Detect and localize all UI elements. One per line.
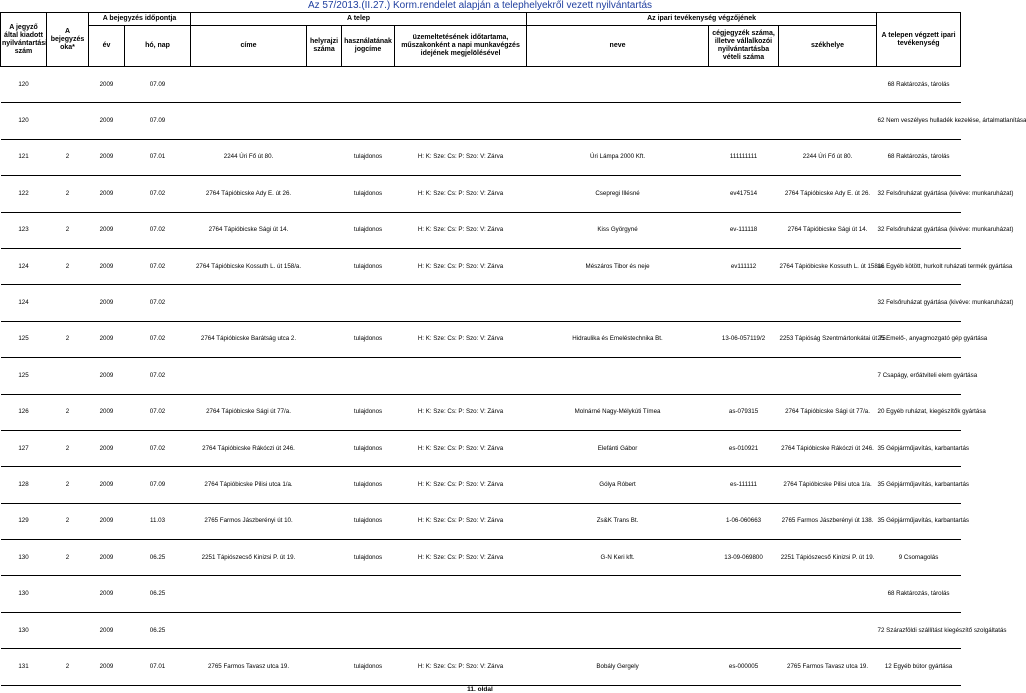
cell-lot xyxy=(307,612,342,648)
cell-name: G-N Keri kft. xyxy=(527,540,709,576)
cell-seat: 2764 Tápióbicske Ady E. út 26. xyxy=(779,176,877,212)
cell-reason xyxy=(47,612,89,648)
cell-reg-no: 125 xyxy=(1,321,47,357)
cell-reg-no: 126 xyxy=(1,394,47,430)
header-group-operator: Az ipari tevékenység végzőjének xyxy=(527,13,877,26)
cell-month-day: 07.02 xyxy=(125,394,191,430)
cell-hours: H: K: Sze: Cs: P: Szo: V: Zárva xyxy=(395,503,527,539)
cell-year: 2009 xyxy=(89,248,125,284)
cell-address: 2251 Tápiószecső Kinizsi P. út 19. xyxy=(191,540,307,576)
cell-address xyxy=(191,576,307,612)
cell-address xyxy=(191,67,307,103)
cell-activity: 62 Nem veszélyes hulladék kezelése, ártalmatlanítása xyxy=(877,103,961,139)
cell-year: 2009 xyxy=(89,358,125,394)
cell-reg-no: 120 xyxy=(1,67,47,103)
table-row xyxy=(1,103,961,139)
cell-reg-no: 121 xyxy=(1,139,47,175)
cell-lot xyxy=(307,139,342,175)
cell-address xyxy=(191,103,307,139)
cell-activity: 72 Szárazföldi szállítást kiegészítő szolgáltatás xyxy=(877,612,961,648)
cell-address xyxy=(191,358,307,394)
cell-activity: 32 Felsőruházat gyártása (kivéve: munkaruházat) xyxy=(877,285,961,321)
cell-address: 2244 Úri Fő út 80. xyxy=(191,139,307,175)
cell-reason: 2 xyxy=(47,649,89,685)
cell-name: Bobály Gergely xyxy=(527,649,709,685)
cell-name: Elefánti Gábor xyxy=(527,430,709,466)
cell-seat: 2765 Farmos Tavasz utca 19. xyxy=(779,649,877,685)
cell-activity: 32 Felsőruházat gyártása (kivéve: munkaruházat) xyxy=(877,212,961,248)
table-row xyxy=(1,248,961,284)
cell-company-id: es-010921 xyxy=(709,430,779,466)
cell-lot xyxy=(307,176,342,212)
cell-reg-no: 128 xyxy=(1,467,47,503)
cell-activity: 68 Raktározás, tárolás xyxy=(877,139,961,175)
cell-address: 2764 Tápióbicske Ady E. út 26. xyxy=(191,176,307,212)
cell-activity: 32 Felsőruházat gyártása (kivéve: munkaruházat) xyxy=(877,176,961,212)
table-row xyxy=(1,139,961,175)
cell-reason xyxy=(47,285,89,321)
cell-company-id xyxy=(709,285,779,321)
cell-name: Gólya Róbert xyxy=(527,467,709,503)
cell-reason: 2 xyxy=(47,467,89,503)
cell-month-day: 06.25 xyxy=(125,540,191,576)
cell-reg-no: 130 xyxy=(1,612,47,648)
cell-address: 2764 Tápióbicske Barátság utca 2. xyxy=(191,321,307,357)
cell-name: Hidraulika és Emeléstechnika Bt. xyxy=(527,321,709,357)
table-row xyxy=(1,394,961,430)
cell-seat: 2253 Tápióság Szentmártonkátai út 75. xyxy=(779,321,877,357)
cell-activity: 12 Egyéb bútor gyártása xyxy=(877,649,961,685)
cell-seat xyxy=(779,285,877,321)
header-seat: székhelye xyxy=(779,26,877,67)
cell-year: 2009 xyxy=(89,467,125,503)
cell-lot xyxy=(307,103,342,139)
cell-address: 2765 Farmos Jászberényi út 10. xyxy=(191,503,307,539)
cell-lot xyxy=(307,649,342,685)
cell-company-id: 1-06-060663 xyxy=(709,503,779,539)
cell-seat: 2764 Tápióbicske Kossuth L. út 158/a. xyxy=(779,248,877,284)
cell-title xyxy=(342,285,395,321)
table-row xyxy=(1,358,961,394)
cell-activity: 25 Emelő-, anyagmozgató gép gyártása xyxy=(877,321,961,357)
cell-title xyxy=(342,612,395,648)
cell-month-day: 07.01 xyxy=(125,139,191,175)
cell-month-day: 07.09 xyxy=(125,67,191,103)
cell-lot xyxy=(307,576,342,612)
cell-hours: H: K: Sze: Cs: P: Szo: V: Zárva xyxy=(395,248,527,284)
cell-title: tulajdonos xyxy=(342,176,395,212)
cell-hours xyxy=(395,612,527,648)
cell-hours xyxy=(395,358,527,394)
cell-seat xyxy=(779,576,877,612)
cell-name: Zs&K Trans Bt. xyxy=(527,503,709,539)
cell-activity: 16 Egyéb kötött, hurkolt ruházati termék gyártása xyxy=(877,248,961,284)
cell-title: tulajdonos xyxy=(342,394,395,430)
page-title: Az 57/2013.(II.27.) Korm.rendelet alapján a telephelyekről vezett nyilvántartás xyxy=(307,0,653,11)
cell-reason: 2 xyxy=(47,248,89,284)
cell-hours xyxy=(395,103,527,139)
cell-reg-no: 122 xyxy=(1,176,47,212)
cell-name xyxy=(527,358,709,394)
table-row xyxy=(1,649,961,685)
cell-name xyxy=(527,67,709,103)
cell-title xyxy=(342,358,395,394)
cell-year: 2009 xyxy=(89,321,125,357)
cell-seat xyxy=(779,103,877,139)
cell-company-id: 13-09-069800 xyxy=(709,540,779,576)
cell-title: tulajdonos xyxy=(342,212,395,248)
cell-lot xyxy=(307,430,342,466)
cell-year: 2009 xyxy=(89,649,125,685)
cell-year: 2009 xyxy=(89,612,125,648)
cell-hours: H: K: Sze: Cs: P: Szo: V: Zárva xyxy=(395,467,527,503)
header-group-site: A telep xyxy=(191,13,527,26)
cell-address xyxy=(191,612,307,648)
cell-reg-no: 124 xyxy=(1,248,47,284)
cell-seat: 2244 Úri Fő út 80. xyxy=(779,139,877,175)
table-row xyxy=(1,540,961,576)
cell-month-day: 07.02 xyxy=(125,430,191,466)
header-company-id: cégjegyzék száma, illetve vállalkozói nyilvántartásba vételi száma xyxy=(709,26,779,67)
cell-month-day: 07.02 xyxy=(125,248,191,284)
cell-name xyxy=(527,103,709,139)
cell-hours: H: K: Sze: Cs: P: Szo: V: Zárva xyxy=(395,176,527,212)
cell-lot xyxy=(307,467,342,503)
cell-seat: 2765 Farmos Jászberényi út 138. xyxy=(779,503,877,539)
header-activity: A telepen végzett ipari tevékenység xyxy=(877,13,961,67)
cell-year: 2009 xyxy=(89,285,125,321)
cell-title: tulajdonos xyxy=(342,503,395,539)
cell-hours xyxy=(395,285,527,321)
cell-seat: 2764 Tápióbicske Pilisi utca 1/a. xyxy=(779,467,877,503)
cell-company-id xyxy=(709,612,779,648)
cell-reason: 2 xyxy=(47,176,89,212)
header-hours: üzemeltetésének időtartama, műszakonként a napi munkavégzés idejének megjelölésével xyxy=(395,26,527,67)
cell-lot xyxy=(307,358,342,394)
cell-month-day: 07.01 xyxy=(125,649,191,685)
header-title: használatának jogcíme xyxy=(342,26,395,67)
cell-hours: H: K: Sze: Cs: P: Szo: V: Zárva xyxy=(395,649,527,685)
cell-name: Úri Lámpa 2000 Kft. xyxy=(527,139,709,175)
table-row xyxy=(1,467,961,503)
cell-address: 2764 Tápióbicske Sági út 14. xyxy=(191,212,307,248)
cell-title: tulajdonos xyxy=(342,321,395,357)
cell-lot xyxy=(307,285,342,321)
cell-title: tulajdonos xyxy=(342,430,395,466)
cell-reg-no: 131 xyxy=(1,649,47,685)
cell-company-id xyxy=(709,576,779,612)
header-month-day: hó, nap xyxy=(125,26,191,67)
page-number: 11. oldal xyxy=(467,686,493,693)
cell-year: 2009 xyxy=(89,503,125,539)
cell-company-id: ev417514 xyxy=(709,176,779,212)
cell-name xyxy=(527,576,709,612)
cell-title: tulajdonos xyxy=(342,248,395,284)
table-row xyxy=(1,67,961,103)
cell-address: 2764 Tápióbicske Rákóczi út 246. xyxy=(191,430,307,466)
cell-activity: 68 Raktározás, tárolás xyxy=(877,576,961,612)
cell-reason: 2 xyxy=(47,430,89,466)
cell-lot xyxy=(307,394,342,430)
cell-activity: 9 Csomagolás xyxy=(877,540,961,576)
cell-name: Csepregi Illésné xyxy=(527,176,709,212)
cell-reason: 2 xyxy=(47,321,89,357)
cell-reason xyxy=(47,576,89,612)
cell-hours: H: K: Sze: Cs: P: Szo: V: Zárva xyxy=(395,430,527,466)
cell-name xyxy=(527,285,709,321)
cell-month-day: 07.02 xyxy=(125,358,191,394)
cell-hours xyxy=(395,67,527,103)
cell-activity: 20 Egyéb ruházat, kiegészítők gyártása xyxy=(877,394,961,430)
cell-month-day: 07.09 xyxy=(125,467,191,503)
cell-activity: 35 Gépjárműjavítás, karbantartás xyxy=(877,430,961,466)
table-row xyxy=(1,612,961,648)
cell-reason xyxy=(47,103,89,139)
table-row xyxy=(1,503,961,539)
cell-address: 2764 Tápióbicske Kossuth L. út 158/a. xyxy=(191,248,307,284)
cell-activity: 35 Gépjárműjavítás, karbantartás xyxy=(877,503,961,539)
cell-seat xyxy=(779,358,877,394)
cell-company-id xyxy=(709,103,779,139)
cell-month-day: 07.02 xyxy=(125,176,191,212)
cell-year: 2009 xyxy=(89,540,125,576)
cell-month-day: 07.02 xyxy=(125,285,191,321)
cell-address: 2764 Tápióbicske Sági út 77/a. xyxy=(191,394,307,430)
header-name: neve xyxy=(527,26,709,67)
cell-title: tulajdonos xyxy=(342,139,395,175)
cell-month-day: 07.02 xyxy=(125,212,191,248)
cell-company-id: ev111112 xyxy=(709,248,779,284)
cell-seat: 2764 Tápióbicske Sági út 77/a. xyxy=(779,394,877,430)
cell-company-id: 111111111 xyxy=(709,139,779,175)
table-row xyxy=(1,321,961,357)
cell-company-id: es-000005 xyxy=(709,649,779,685)
cell-seat xyxy=(779,612,877,648)
cell-name xyxy=(527,612,709,648)
cell-address xyxy=(191,285,307,321)
cell-lot xyxy=(307,540,342,576)
cell-title: tulajdonos xyxy=(342,467,395,503)
header-group-date: A bejegyzés időpontja xyxy=(89,13,191,26)
cell-title xyxy=(342,576,395,612)
cell-title xyxy=(342,67,395,103)
table-row xyxy=(1,176,961,212)
cell-name: Kiss Györgyné xyxy=(527,212,709,248)
cell-year: 2009 xyxy=(89,394,125,430)
cell-reg-no: 120 xyxy=(1,103,47,139)
cell-reg-no: 130 xyxy=(1,576,47,612)
cell-year: 2009 xyxy=(89,139,125,175)
cell-hours xyxy=(395,576,527,612)
cell-reg-no: 130 xyxy=(1,540,47,576)
cell-seat xyxy=(779,67,877,103)
cell-seat: 2251 Tápiószecső Kinizsi P. út 19. xyxy=(779,540,877,576)
cell-month-day: 07.02 xyxy=(125,321,191,357)
cell-lot xyxy=(307,212,342,248)
cell-reg-no: 125 xyxy=(1,358,47,394)
cell-activity: 7 Csapágy, erőátviteli elem gyártása xyxy=(877,358,961,394)
cell-name: Molnárné Nagy-Mélykúti Tímea xyxy=(527,394,709,430)
header-reason: A bejegyzés oka* xyxy=(47,13,89,67)
cell-company-id: 13-06-057119/2 xyxy=(709,321,779,357)
cell-activity: 35 Gépjárműjavítás, karbantartás xyxy=(877,467,961,503)
cell-company-id xyxy=(709,358,779,394)
cell-lot xyxy=(307,67,342,103)
cell-hours: H: K: Sze: Cs: P: Szo: V: Zárva xyxy=(395,321,527,357)
cell-month-day: 11.03 xyxy=(125,503,191,539)
cell-month-day: 06.25 xyxy=(125,576,191,612)
cell-reason: 2 xyxy=(47,394,89,430)
cell-reason: 2 xyxy=(47,503,89,539)
cell-company-id: es-111111 xyxy=(709,467,779,503)
cell-title: tulajdonos xyxy=(342,649,395,685)
cell-year: 2009 xyxy=(89,576,125,612)
cell-year: 2009 xyxy=(89,176,125,212)
header-reg-no: A jegyző által kiadott nyilvántartási szám xyxy=(1,13,47,67)
cell-reason: 2 xyxy=(47,212,89,248)
cell-month-day: 07.09 xyxy=(125,103,191,139)
cell-reg-no: 124 xyxy=(1,285,47,321)
cell-year: 2009 xyxy=(89,67,125,103)
cell-company-id: ev-111118 xyxy=(709,212,779,248)
cell-reason: 2 xyxy=(47,139,89,175)
table-row xyxy=(1,212,961,248)
header-address: címe xyxy=(191,26,307,67)
register-table xyxy=(0,12,1026,686)
cell-year: 2009 xyxy=(89,430,125,466)
cell-lot xyxy=(307,503,342,539)
cell-activity: 68 Raktározás, tárolás xyxy=(877,67,961,103)
cell-reason xyxy=(47,67,89,103)
table-row xyxy=(1,285,961,321)
cell-title: tulajdonos xyxy=(342,540,395,576)
table-row xyxy=(1,576,961,612)
cell-address: 2764 Tápióbicske Pilisi utca 1/a. xyxy=(191,467,307,503)
cell-month-day: 06.25 xyxy=(125,612,191,648)
cell-company-id: as-079315 xyxy=(709,394,779,430)
header-lot: helyrajzi száma xyxy=(307,26,342,67)
cell-lot xyxy=(307,248,342,284)
register-rows xyxy=(1,67,1026,686)
cell-reason xyxy=(47,358,89,394)
cell-company-id xyxy=(709,67,779,103)
cell-address: 2765 Farmos Tavasz utca 19. xyxy=(191,649,307,685)
cell-reg-no: 123 xyxy=(1,212,47,248)
cell-year: 2009 xyxy=(89,103,125,139)
table-row xyxy=(1,430,961,466)
cell-reg-no: 127 xyxy=(1,430,47,466)
cell-seat: 2764 Tápióbicske Rákóczi út 246. xyxy=(779,430,877,466)
cell-reg-no: 129 xyxy=(1,503,47,539)
cell-year: 2009 xyxy=(89,212,125,248)
cell-reason: 2 xyxy=(47,540,89,576)
cell-seat: 2764 Tápióbicske Sági út 14. xyxy=(779,212,877,248)
cell-name: Mészáros Tibor és neje xyxy=(527,248,709,284)
cell-lot xyxy=(307,321,342,357)
cell-hours: H: K: Sze: Cs: P: Szo: V: Zárva xyxy=(395,139,527,175)
cell-hours: H: K: Sze: Cs: P: Szo: V: Zárva xyxy=(395,540,527,576)
cell-hours: H: K: Sze: Cs: P: Szo: V: Zárva xyxy=(395,212,527,248)
header-year: év xyxy=(89,26,125,67)
cell-title xyxy=(342,103,395,139)
cell-hours: H: K: Sze: Cs: P: Szo: V: Zárva xyxy=(395,394,527,430)
